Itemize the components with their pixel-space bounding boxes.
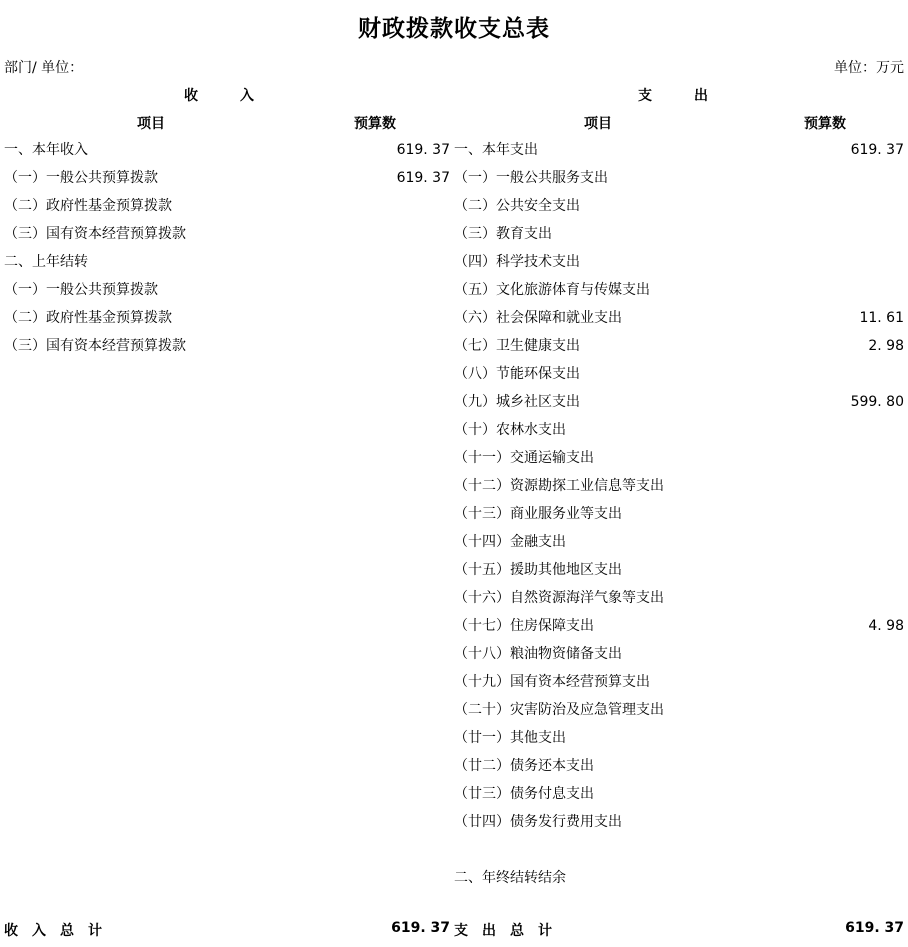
income-row-label: （一）一般公共预算拨款 [4,170,158,186]
income-row [4,304,450,332]
income-row-label: （二）政府性基金预算拨款 [4,198,172,214]
expense-row [454,780,904,808]
expense-row-label: （十六）自然资源海洋气象等支出 [454,590,664,606]
income-row-label: 一、本年收入 [4,142,88,158]
income-header: 收 入 [184,88,254,104]
page-title: 财政拨款收支总表 [358,16,550,42]
expense-row-label: （十七）住房保障支出 [454,618,594,634]
income-row [4,332,450,360]
expense-row-label: （九）城乡社区支出 [454,394,580,410]
department-label: 部门/ 单位： [4,60,84,76]
expense-row-value: 4. 98 [868,618,904,634]
expense-row-label: （廿四）债务发行费用支出 [454,814,622,830]
expense-row-label: （廿三）债务付息支出 [454,786,594,802]
expense-list [454,136,904,892]
income-total-label: 收 入 总 计 [4,923,102,939]
expense-row-value: 11. 61 [859,310,904,326]
expense-row-value: 599. 80 [850,394,904,410]
expense-row [454,724,904,752]
expense-row [454,332,904,360]
expense-row-label: （十三）商业服务业等支出 [454,506,622,522]
expense-row-label: （二十）灾害防治及应急管理支出 [454,702,664,718]
expense-row [454,276,904,304]
expense-row-label: （七）卫生健康支出 [454,338,580,354]
expense-row-label: （十九）国有资本经营预算支出 [454,674,650,690]
income-row-value: 619. 37 [396,142,450,158]
expense-row [454,192,904,220]
expense-row [454,164,904,192]
expense-row [454,220,904,248]
expense-row [454,528,904,556]
income-row-label: 二、上年结转 [4,254,88,270]
expense-row [454,696,904,724]
expense-row [454,136,904,164]
expense-row [454,472,904,500]
unit-label: 单位：万元 [834,60,904,76]
expense-row-label: （五）文化旅游体育与传媒支出 [454,282,650,298]
expense-row-label: 二、年终结转结余 [454,870,566,886]
expense-row-label: （八）节能环保支出 [454,366,580,382]
income-row [4,220,450,248]
expense-row [454,556,904,584]
expense-row-label: （廿二）债务还本支出 [454,758,594,774]
income-row [4,276,450,304]
expense-row [454,612,904,640]
expense-row [454,500,904,528]
expense-row-label: （十四）金融支出 [454,534,566,550]
expense-row-label: 一、本年支出 [454,142,538,158]
expense-row [454,584,904,612]
expense-budget-header: 预算数 [804,116,846,132]
expense-header: 支 出 [638,88,708,104]
expense-row-label: （三）教育支出 [454,226,552,242]
expense-row [454,360,904,388]
expense-row [454,416,904,444]
income-row-label: （一）一般公共预算拨款 [4,282,158,298]
expense-row-label: （十）农林水支出 [454,422,566,438]
expense-row-value: 2. 98 [868,338,904,354]
expense-row-label: （六）社会保障和就业支出 [454,310,622,326]
expense-row-value: 619. 37 [850,142,904,158]
expense-row [454,752,904,780]
income-item-header: 项目 [137,116,165,132]
expense-row [454,248,904,276]
expense-row-label: （十五）援助其他地区支出 [454,562,622,578]
income-budget-header: 预算数 [354,116,396,132]
expense-row [454,864,904,892]
income-row-label: （三）国有资本经营预算拨款 [4,338,186,354]
expense-row [454,836,904,864]
income-row-label: （二）政府性基金预算拨款 [4,310,172,326]
expense-row-label: （四）科学技术支出 [454,254,580,270]
income-row-value: 619. 37 [396,170,450,186]
expense-row-label: （廿一）其他支出 [454,730,566,746]
income-list [4,136,450,360]
expense-row [454,444,904,472]
expense-total-value: 619. 37 [845,920,904,936]
expense-total-label: 支 出 总 计 [454,923,552,939]
income-row [4,136,450,164]
expense-row [454,304,904,332]
expense-row-label: （二）公共安全支出 [454,198,580,214]
income-row-label: （三）国有资本经营预算拨款 [4,226,186,242]
income-row [4,248,450,276]
expense-row [454,808,904,836]
income-total-value: 619. 37 [391,920,450,936]
expense-row [454,640,904,668]
expense-row [454,388,904,416]
expense-item-header: 项目 [584,116,612,132]
expense-row-label: （十二）资源勘探工业信息等支出 [454,478,664,494]
expense-row-label: （一）一般公共服务支出 [454,170,608,186]
expense-row-label: （十八）粮油物资储备支出 [454,646,622,662]
income-row [4,192,450,220]
expense-row [454,668,904,696]
income-row [4,164,450,192]
expense-row-label: （十一）交通运输支出 [454,450,594,466]
